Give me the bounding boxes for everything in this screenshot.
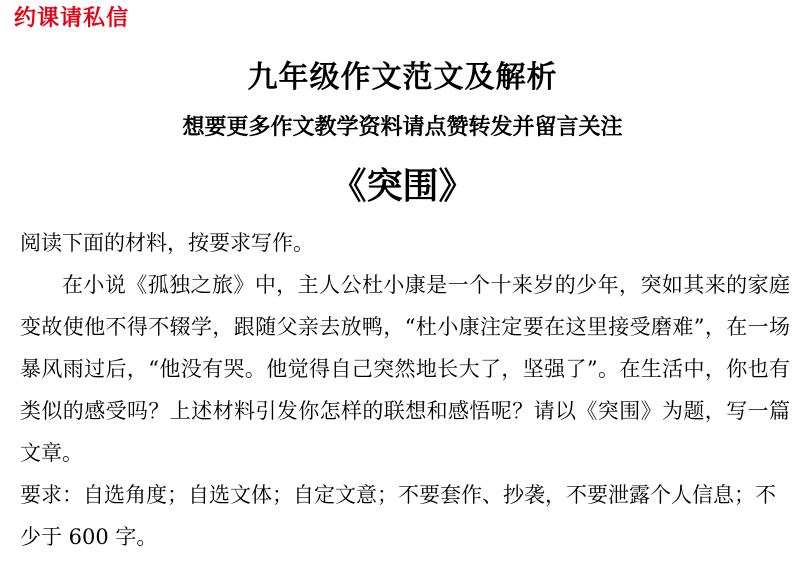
document-body <box>20 222 790 558</box>
essay-title: 《突围》 <box>330 166 475 207</box>
material-paragraph: 在小说《孤独之旅》中，主人公杜小康是一个十来岁的少年，突如其来的家庭变故使他不得不辍学，跟随父亲去放鸭，“杜小康注定要在这里接受磨难”，在一场暴风雨过后，“他没有哭。他觉得自己突然地长大了，坚强了”。在生活中，你也有类似的感受吗？上述材料引发你怎样的联想和感悟呢？请以《突围》为题，写一篇文章。 <box>20 273 790 465</box>
page-title: 九年级作文范文及解析 <box>247 60 558 95</box>
page-subtitle: 想要更多作文教学资料请点赞转发并留言关注 <box>182 115 623 140</box>
corner-tag: 约课请私信 <box>14 6 130 31</box>
instruction-text: 阅读下面的材料，按要求写作。 <box>20 231 314 255</box>
requirements-text: 要求：自选角度；自选文体；自定文意；不要套作、抄袭，不要泄露个人信息；不少于 600 字。 <box>20 483 776 549</box>
